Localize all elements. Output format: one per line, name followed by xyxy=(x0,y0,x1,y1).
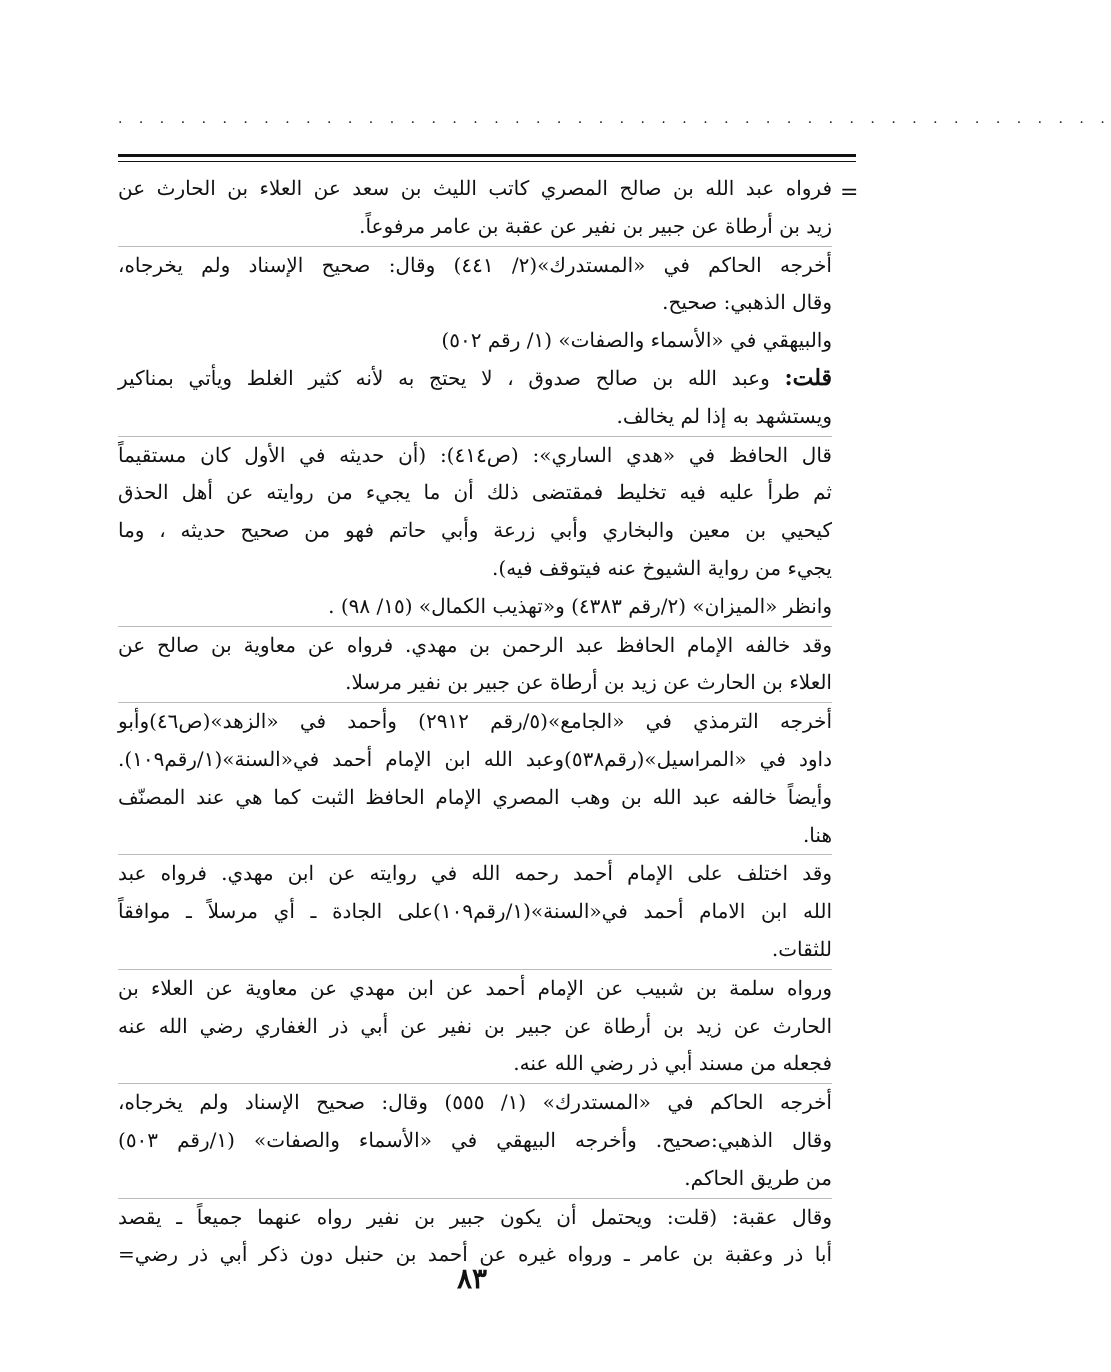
text-line: زيد بن أرطاة عن جبير بن نفير عن عقبة بن عامر مرفوعاً. xyxy=(359,213,832,238)
header-rule-thick xyxy=(118,154,856,157)
text-line: ثم طرأ عليه فيه تخليط فمقتضى ذلك أن ما يجيء من روايته عن أهل الحذق xyxy=(118,480,832,505)
text-line: وقد خالفه الإمام الحافظ عبد الرحمن بن مهدي. فرواه عن معاوية بن صالح عن xyxy=(118,626,832,665)
text-line: ويستشهد به إذا لم يخالف. xyxy=(616,403,832,428)
text-line: العلاء بن الحارث عن زيد بن أرطاة عن جبير بن نفير مرسلا. xyxy=(345,670,832,695)
text-line-rest: وعبد الله بن صالح صدوق ، لا يحتج به لأنه كثير الغلط ويأتي بمناكير xyxy=(118,365,770,390)
text-line: أبا ذر وعقبة بن عامر ـ ورواه غيره عن أحمد بن حنبل دون ذكر أبي ذر رضي= xyxy=(118,1242,832,1267)
continuation-mark: = xyxy=(840,180,859,205)
header-rule-thin xyxy=(118,161,856,162)
text-line: الله ابن الامام أحمد في«السنة»(١/رقم١٠٩)على الجادة ـ أي مرسلاً ـ موافقاً xyxy=(118,899,832,924)
text-line: وقال عقبة: (قلت: ويحتمل أن يكون جبير بن نفير رواه عنهما جميعاً ـ يقصد xyxy=(118,1198,832,1237)
page-number: ٨٣ xyxy=(456,1262,488,1295)
text-line: فجعله من مسند أبي ذر رضي الله عنه. xyxy=(513,1051,832,1076)
text-line: وقال الذهبي: صحيح. xyxy=(662,290,832,315)
text-line: قال الحافظ في «هدي الساري»: (ص٤١٤): (أن حديثه في الأول كان مستقيماً xyxy=(118,436,832,475)
text-line: للثقات. xyxy=(771,936,832,961)
text-line: هنا. xyxy=(802,822,832,847)
text-line: من طريق الحاكم. xyxy=(684,1165,832,1190)
text-line: والبيهقي في «الأسماء والصفات» (١/ رقم ٥٠٢) xyxy=(441,328,832,353)
text-line: الحارث عن زيد بن أرطاة عن جبير بن نفير عن أبي ذر الغفاري رضي الله عنه xyxy=(118,1013,832,1038)
bold-label: قلت: xyxy=(784,364,832,391)
text-line: وأيضاً خالفه عبد الله بن وهب المصري الإمام الحافظ الثبت كما هي عند المصنّف xyxy=(118,784,832,809)
dotted-separator: · · · · · · · · · · · · · · · · · · · · · · · · · · · · · · · · · · · · · · · · · · · · · · · · xyxy=(118,115,1111,131)
text-line: كيحيي بن معين والبخاري وأبي زرعة وأبي حاتم فهو من صحيح حديثه ، وما xyxy=(118,518,832,543)
text-line: داود في «المراسيل»(رقم٥٣٨)وعبد الله ابن الإمام أحمد في«السنة»(١/رقم١٠٩). xyxy=(118,746,832,771)
footnote-body xyxy=(118,170,832,1274)
text-line: أخرجه الحاكم في «المستدرك»(٢/ ٤٤١) وقال: صحيح الإسناد ولم يخرجاه، xyxy=(118,246,832,285)
text-line: فرواه عبد الله بن صالح المصري كاتب الليث بن سعد عن العلاء بن الحارث عن xyxy=(118,176,832,200)
text-line: وقال الذهبي:صحيح. وأخرجه البيهقي في «الأسماء والصفات» (١/رقم ٥٠٣) xyxy=(118,1127,832,1152)
text-line xyxy=(118,360,832,398)
text-line: ورواه سلمة بن شبيب عن الإمام أحمد عن ابن مهدي عن معاوية عن العلاء بن xyxy=(118,969,832,1008)
text-line: يجيء من رواية الشيوخ عنه فيتوقف فيه). xyxy=(492,555,832,580)
text-line: أخرجه الترمذي في «الجامع»(٥/رقم ٢٩١٢) وأحمد في «الزهد»(ص٤٦)وأبو xyxy=(118,702,832,741)
text-line: وانظر «الميزان» (٢/رقم ٤٣٨٣) و«تهذيب الكمال» (١٥/ ٩٨) . xyxy=(328,593,832,618)
text-line: وقد اختلف على الإمام أحمد رحمه الله في روايته عن ابن مهدي. فرواه عبد xyxy=(118,854,832,893)
text-line: أخرجه الحاكم في «المستدرك» (١/ ٥٥٥) وقال: صحيح الإسناد ولم يخرجاه، xyxy=(118,1083,832,1122)
